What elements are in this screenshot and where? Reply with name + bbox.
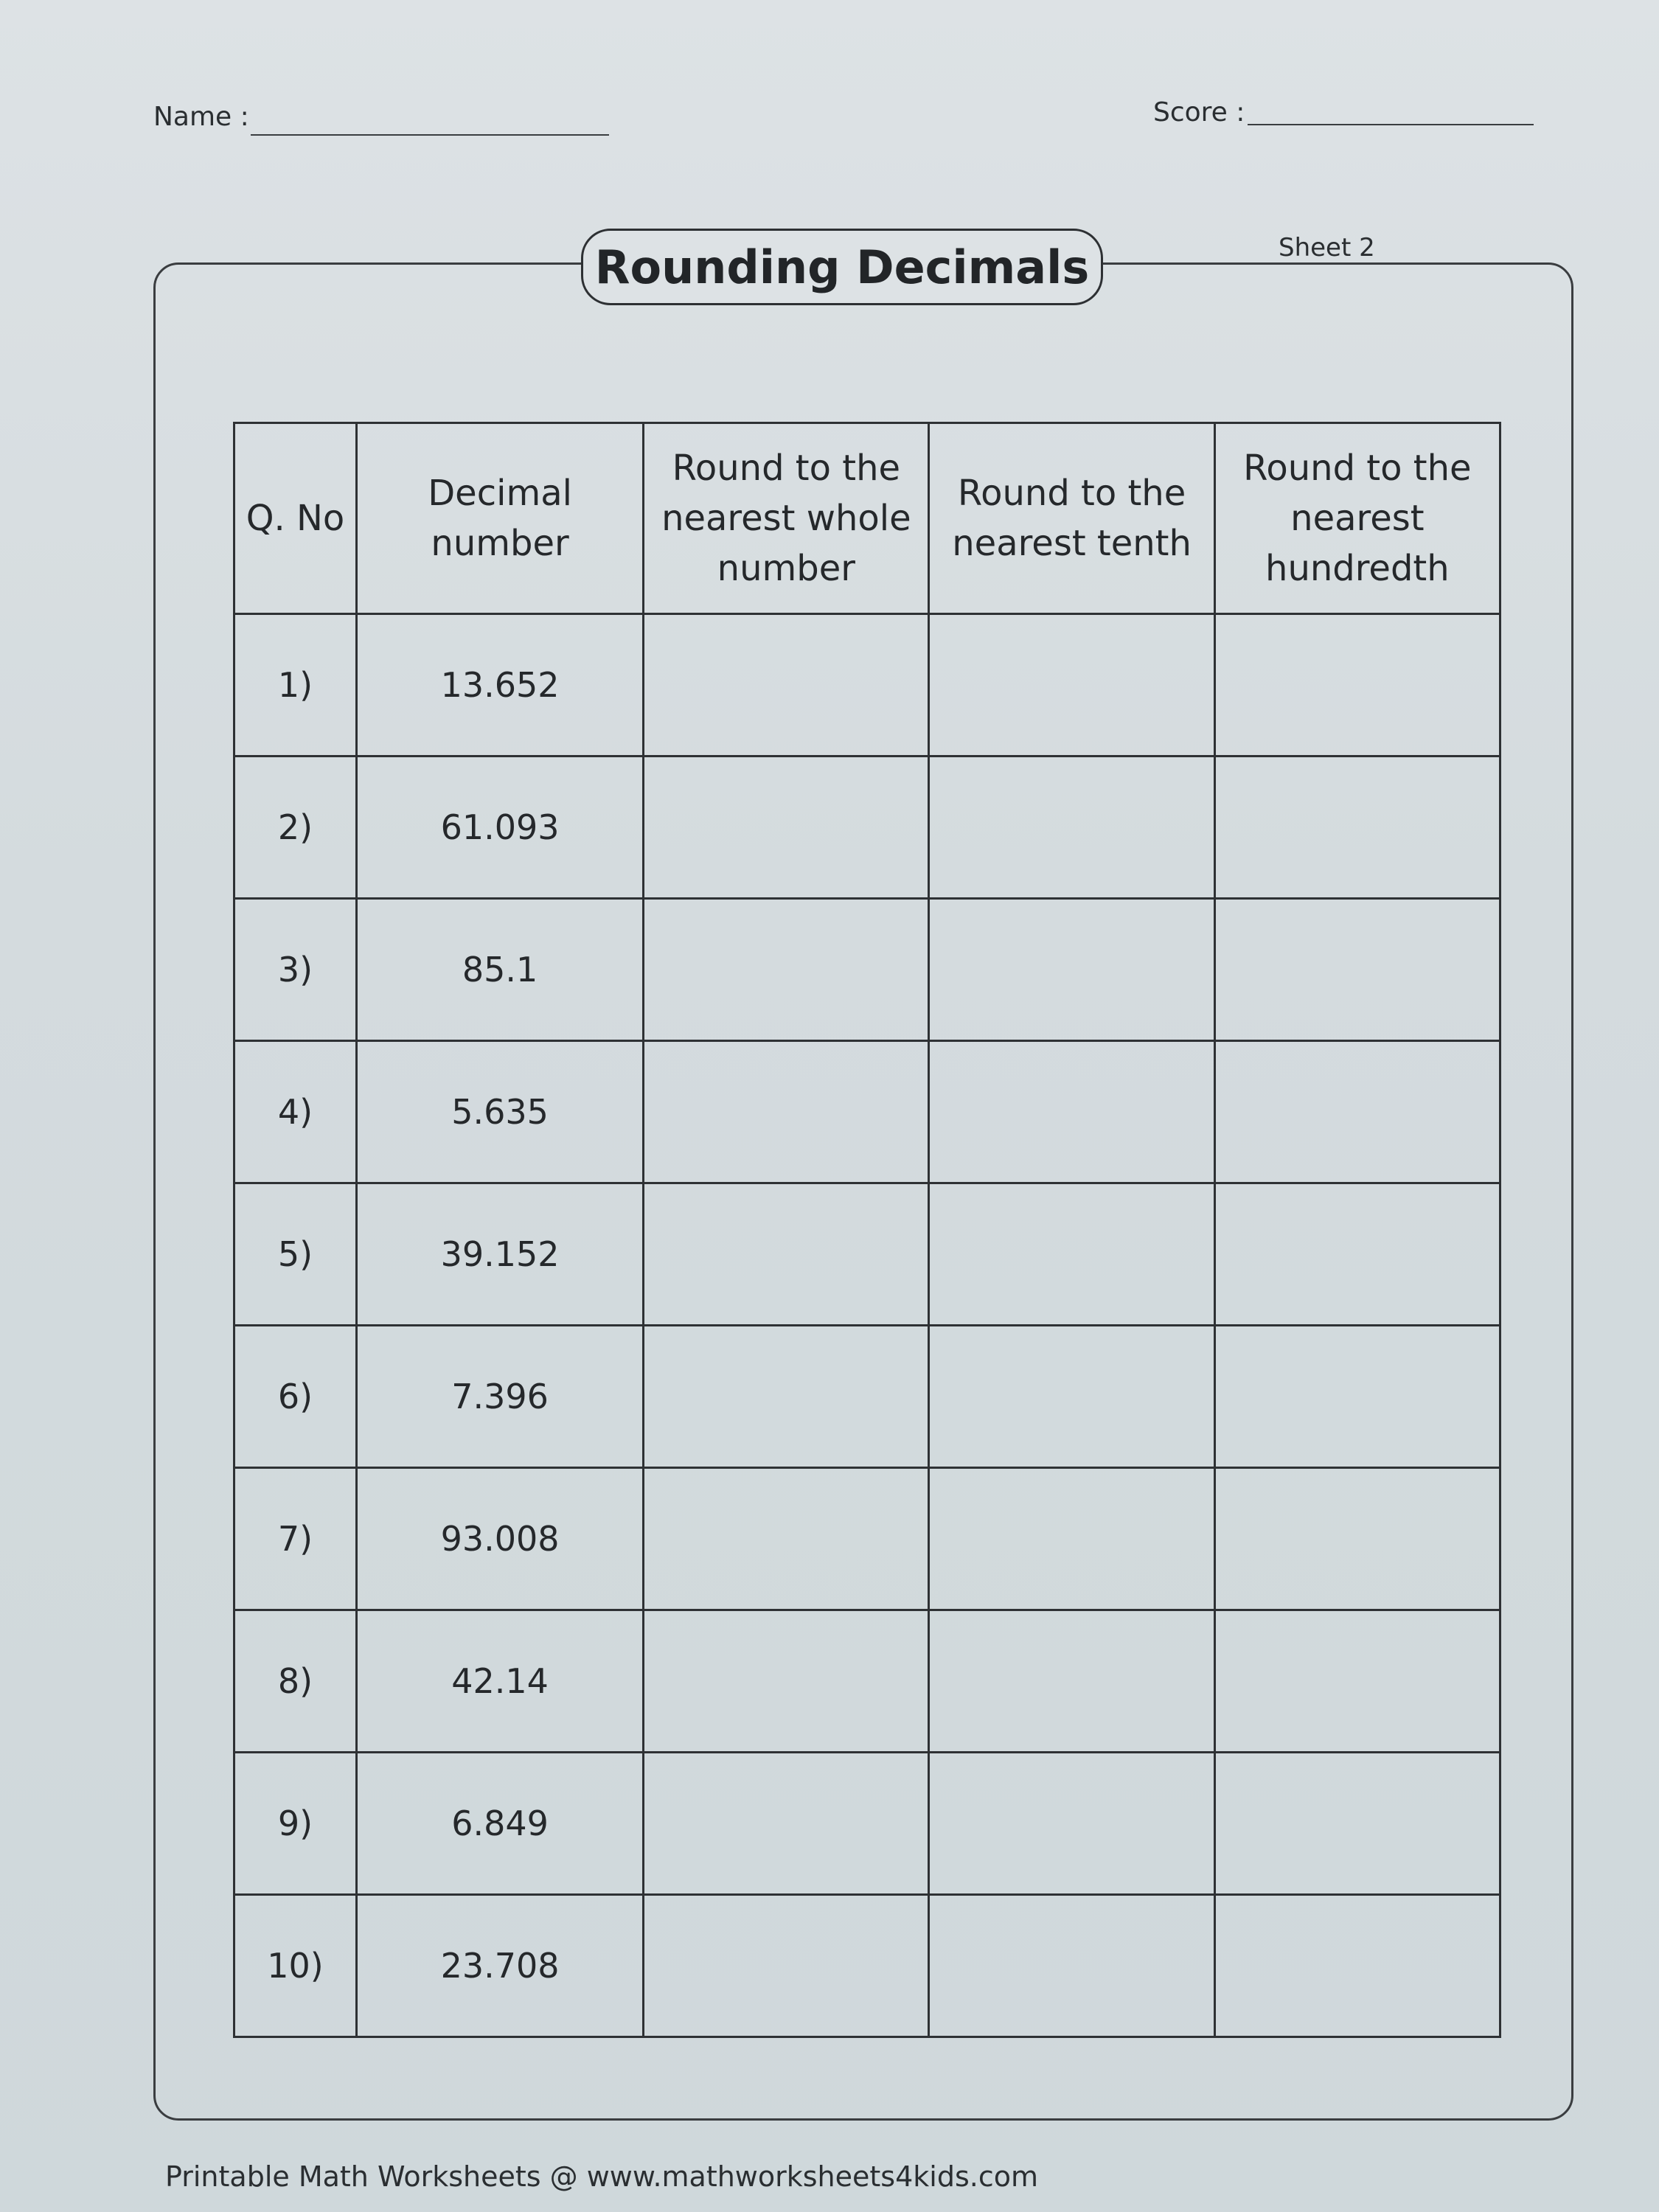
- answer-whole-cell[interactable]: [644, 1895, 929, 2037]
- answer-tenth-cell[interactable]: [929, 1610, 1214, 1753]
- answer-hundredth-cell[interactable]: [1214, 1610, 1500, 1753]
- name-blank-line: [251, 134, 609, 136]
- answer-whole-cell[interactable]: [644, 1326, 929, 1468]
- question-number-cell: 10): [234, 1895, 357, 2037]
- answer-whole-cell[interactable]: [644, 1610, 929, 1753]
- answer-hundredth-cell[interactable]: [1214, 614, 1500, 757]
- header-round-tenth: Round to the nearest tenth: [929, 423, 1214, 614]
- question-number-cell: 7): [234, 1468, 357, 1610]
- answer-hundredth-cell[interactable]: [1214, 1895, 1500, 2037]
- name-label: Name :: [153, 102, 249, 132]
- header-decimal-number: Decimal number: [356, 423, 643, 614]
- question-number-cell: 4): [234, 1041, 357, 1183]
- score-blank-line: [1248, 124, 1534, 125]
- answer-tenth-cell[interactable]: [929, 1183, 1214, 1326]
- question-number-cell: 1): [234, 614, 357, 757]
- rounding-table: [233, 422, 1501, 2038]
- decimal-number-cell: 61.093: [356, 757, 643, 899]
- answer-whole-cell[interactable]: [644, 1183, 929, 1326]
- question-number-cell: 3): [234, 899, 357, 1041]
- answer-hundredth-cell[interactable]: [1214, 1326, 1500, 1468]
- answer-whole-cell[interactable]: [644, 614, 929, 757]
- table-header-row: [234, 423, 1500, 614]
- question-number-cell: 8): [234, 1610, 357, 1753]
- answer-tenth-cell[interactable]: [929, 1895, 1214, 2037]
- table-row: [234, 899, 1500, 1041]
- table-body: [234, 614, 1500, 2037]
- answer-tenth-cell[interactable]: [929, 1326, 1214, 1468]
- answer-whole-cell[interactable]: [644, 1753, 929, 1895]
- table-row: [234, 1326, 1500, 1468]
- answer-hundredth-cell[interactable]: [1214, 1753, 1500, 1895]
- header-qno: Q. No: [234, 423, 357, 614]
- answer-whole-cell[interactable]: [644, 899, 929, 1041]
- answer-tenth-cell[interactable]: [929, 899, 1214, 1041]
- answer-whole-cell[interactable]: [644, 1468, 929, 1610]
- table-row: [234, 1610, 1500, 1753]
- question-number-cell: 6): [234, 1326, 357, 1468]
- question-number-cell: 5): [234, 1183, 357, 1326]
- decimal-number-cell: 42.14: [356, 1610, 643, 1753]
- header-round-hundredth: Round to the nearest hundredth: [1214, 423, 1500, 614]
- answer-whole-cell[interactable]: [644, 1041, 929, 1183]
- answer-whole-cell[interactable]: [644, 757, 929, 899]
- table-row: [234, 1468, 1500, 1610]
- sheet-number-label: Sheet 2: [1279, 233, 1375, 262]
- decimal-number-cell: 7.396: [356, 1326, 643, 1468]
- decimal-number-cell: 39.152: [356, 1183, 643, 1326]
- header-round-whole: Round to the nearest whole number: [644, 423, 929, 614]
- answer-hundredth-cell[interactable]: [1214, 899, 1500, 1041]
- answer-tenth-cell[interactable]: [929, 1468, 1214, 1610]
- decimal-number-cell: 6.849: [356, 1753, 643, 1895]
- score-label: Score :: [1153, 97, 1245, 128]
- table-row: [234, 757, 1500, 899]
- answer-hundredth-cell[interactable]: [1214, 757, 1500, 899]
- question-number-cell: 2): [234, 757, 357, 899]
- table-row: [234, 1895, 1500, 2037]
- decimal-number-cell: 93.008: [356, 1468, 643, 1610]
- worksheet-title: Rounding Decimals: [581, 229, 1103, 305]
- table-row: [234, 1041, 1500, 1183]
- table-row: [234, 1183, 1500, 1326]
- decimal-number-cell: 85.1: [356, 899, 643, 1041]
- table-row: [234, 614, 1500, 757]
- decimal-number-cell: 5.635: [356, 1041, 643, 1183]
- decimal-number-cell: 23.708: [356, 1895, 643, 2037]
- table-row: [234, 1753, 1500, 1895]
- footer-credit: Printable Math Worksheets @ www.mathworksheets4kids.com: [165, 2160, 1038, 2193]
- answer-hundredth-cell[interactable]: [1214, 1041, 1500, 1183]
- answer-tenth-cell[interactable]: [929, 757, 1214, 899]
- answer-hundredth-cell[interactable]: [1214, 1468, 1500, 1610]
- question-number-cell: 9): [234, 1753, 357, 1895]
- answer-tenth-cell[interactable]: [929, 1753, 1214, 1895]
- decimal-number-cell: 13.652: [356, 614, 643, 757]
- answer-tenth-cell[interactable]: [929, 614, 1214, 757]
- answer-hundredth-cell[interactable]: [1214, 1183, 1500, 1326]
- answer-tenth-cell[interactable]: [929, 1041, 1214, 1183]
